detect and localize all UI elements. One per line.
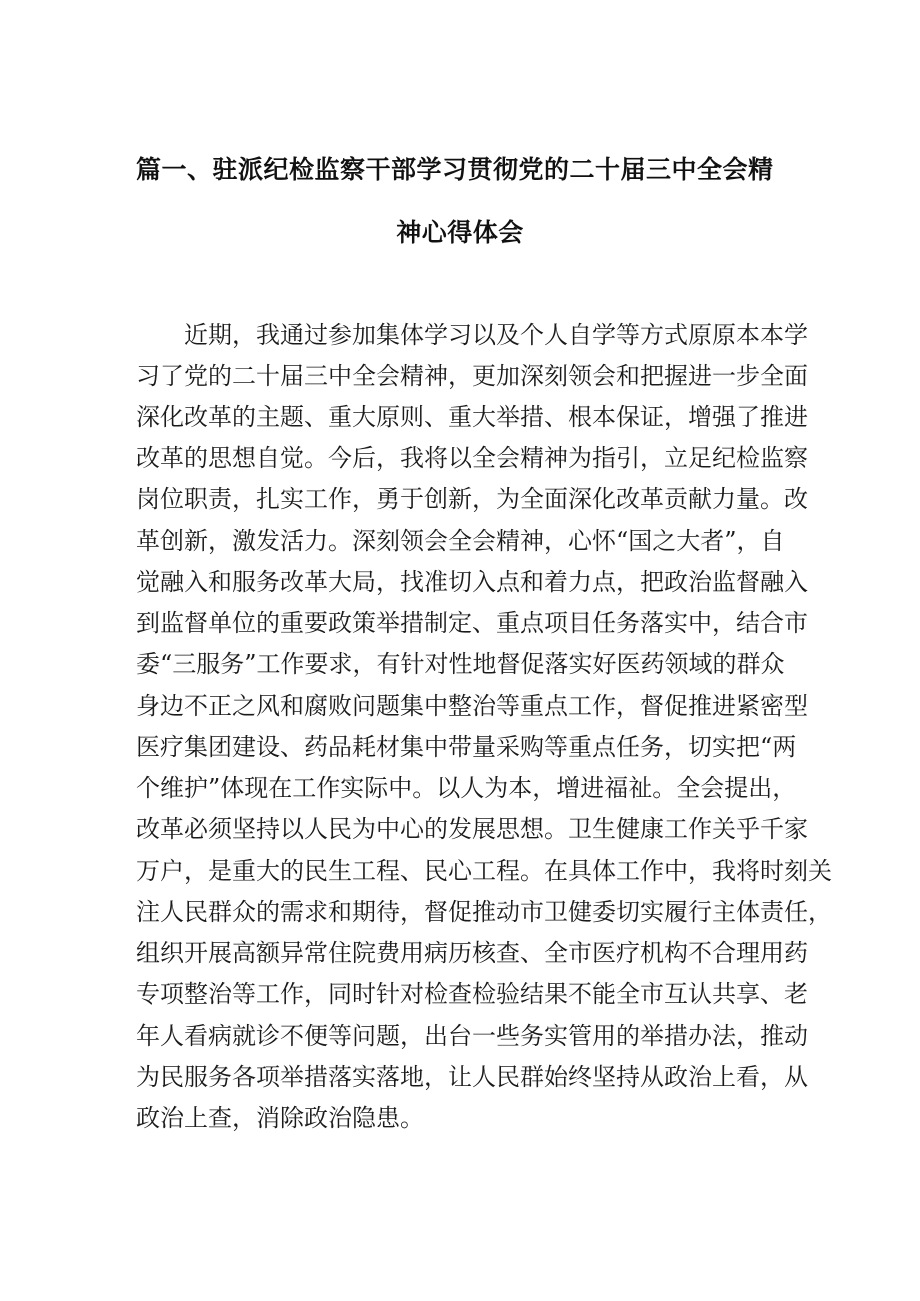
paragraph-line: 注人民群众的需求和期待，督促推动市卫健委切实履行主体责任， xyxy=(136,898,832,926)
paragraph-line: 习了党的二十届三中全会精神，更加深刻领会和把握进一步全面 xyxy=(136,362,808,390)
paragraph-line: 改革必须坚持以人民为中心的发展思想。卫生健康工作关乎千家 xyxy=(136,815,808,843)
paragraph-line: 近期，我通过参加集体学习以及个人自学等方式原原本本学 xyxy=(136,321,808,349)
paragraph-line: 万户，是重大的民生工程、民心工程。在具体工作中，我将时刻关 xyxy=(136,857,832,885)
paragraph-line: 组织开展高额异常住院费用病历核查、全市医疗机构不合理用药 xyxy=(136,939,808,967)
paragraph-line: 到监督单位的重要政策举措制定、重点项目任务落实中，结合市 xyxy=(136,609,808,637)
paragraph-line: 专项整治等工作，同时针对检查检验结果不能全市互认共享、老 xyxy=(136,980,808,1008)
paragraph-line: 深化改革的主题、重大原则、重大举措、根本保证，增强了推进 xyxy=(136,403,808,431)
paragraph-line: 年人看病就诊不便等问题，出台一些务实管用的举措办法，推动 xyxy=(136,1022,808,1050)
paragraph-line: 觉融入和服务改革大局，找准切入点和着力点，把政治监督融入 xyxy=(136,568,808,596)
paragraph-line: 身边不正之风和腐败问题集中整治等重点工作，督促推进紧密型 xyxy=(136,692,808,720)
paragraph-line: 岗位职责，扎实工作，勇于创新，为全面深化改革贡献力量。改 xyxy=(136,485,808,513)
paragraph-line: 委“三服务”工作要求，有针对性地督促落实好医药领域的群众 xyxy=(136,650,785,678)
document-title-line-2: 神心得体会 xyxy=(396,218,524,247)
paragraph-line: 政治上查，消除政治隐患。 xyxy=(136,1104,424,1132)
paragraph-line: 个维护”体现在工作实际中。以人为本，增进福祉。全会提出， xyxy=(136,774,797,802)
document-title-line-1: 篇一、驻派纪检监察干部学习贯彻党的二十届三中全会精 xyxy=(136,155,774,184)
paragraph-line: 改革的思想自觉。今后，我将以全会精神为指引，立足纪检监察 xyxy=(136,444,808,472)
paragraph-line: 为民服务各项举措落实落地，让人民群始终坚持从政治上看，从 xyxy=(136,1063,808,1091)
paragraph-line: 革创新，激发活力。深刻领会全会精神，心怀“国之大者”，自 xyxy=(136,527,785,555)
paragraph-line: 医疗集团建设、药品耗材集中带量采购等重点任务，切实把“两 xyxy=(136,733,797,761)
